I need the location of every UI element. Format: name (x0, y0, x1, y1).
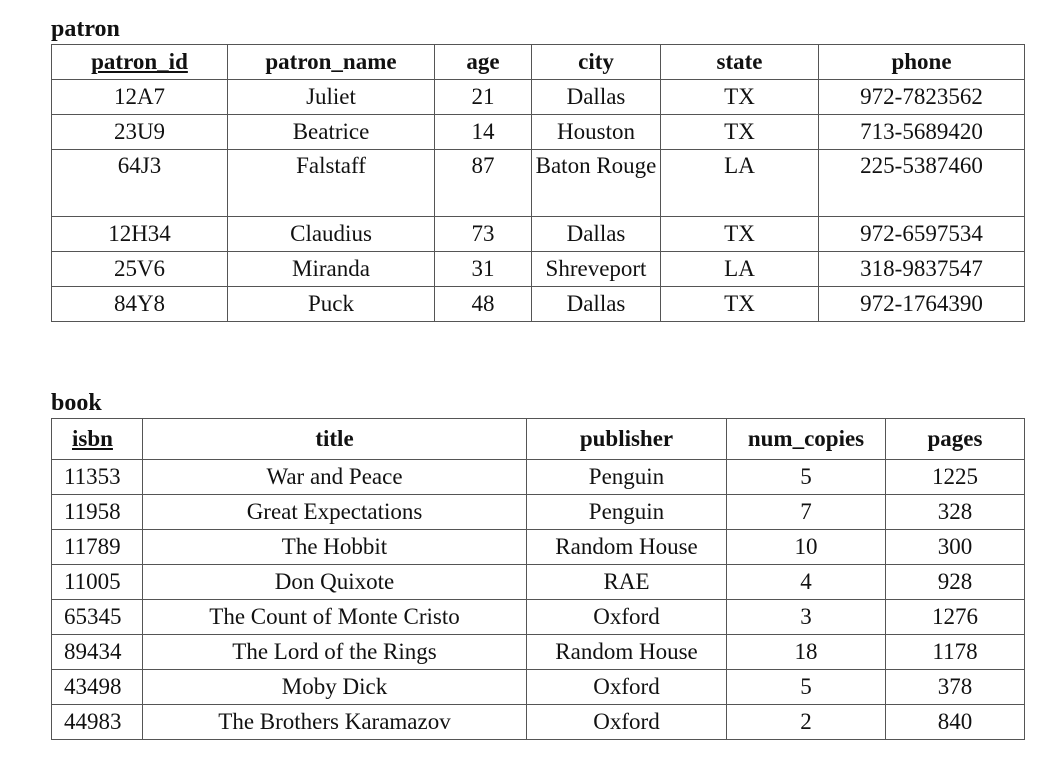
cell-num-copies: 7 (727, 495, 886, 530)
column-header-state: state (661, 45, 819, 80)
cell-title: The Brothers Karamazov (143, 705, 527, 740)
column-header-phone: phone (819, 45, 1025, 80)
cell-phone: 713-5689420 (819, 115, 1025, 150)
cell-pages: 928 (886, 565, 1025, 600)
cell-num-copies: 3 (727, 600, 886, 635)
cell-publisher: Penguin (527, 495, 727, 530)
cell-isbn: 89434 (52, 635, 143, 670)
table-row (52, 287, 1025, 322)
cell-pages: 1276 (886, 600, 1025, 635)
cell-isbn: 43498 (52, 670, 143, 705)
cell-pages: 378 (886, 670, 1025, 705)
cell-num-copies: 5 (727, 670, 886, 705)
cell-state: TX (661, 217, 819, 252)
cell-num-copies: 2 (727, 705, 886, 740)
cell-patron-id: 25V6 (52, 252, 228, 287)
patron-header-row (52, 45, 1025, 80)
cell-num-copies: 5 (727, 460, 886, 495)
cell-age: 48 (435, 287, 532, 322)
book-table (51, 418, 1025, 740)
cell-city: Houston (532, 115, 661, 150)
cell-age: 21 (435, 80, 532, 115)
cell-state: TX (661, 287, 819, 322)
cell-state: LA (661, 150, 819, 217)
cell-publisher: Oxford (527, 670, 727, 705)
cell-city: Dallas (532, 80, 661, 115)
column-header-title: title (143, 419, 527, 460)
cell-title: Great Expectations (143, 495, 527, 530)
cell-title: The Count of Monte Cristo (143, 600, 527, 635)
cell-patron-name: Miranda (228, 252, 435, 287)
column-header-num-copies: num_copies (727, 419, 886, 460)
cell-age: 14 (435, 115, 532, 150)
cell-publisher: RAE (527, 565, 727, 600)
cell-isbn: 11958 (52, 495, 143, 530)
cell-patron-name: Claudius (228, 217, 435, 252)
cell-patron-name: Beatrice (228, 115, 435, 150)
column-header-isbn: isbn (52, 419, 143, 460)
cell-city: Dallas (532, 287, 661, 322)
cell-num-copies: 10 (727, 530, 886, 565)
column-header-patron-name: patron_name (228, 45, 435, 80)
cell-phone: 225-5387460 (819, 150, 1025, 217)
column-header-city: city (532, 45, 661, 80)
cell-isbn: 11789 (52, 530, 143, 565)
cell-patron-name: Juliet (228, 80, 435, 115)
patron-table (51, 44, 1025, 322)
column-header-publisher: publisher (527, 419, 727, 460)
table-row (52, 705, 1025, 740)
cell-publisher: Penguin (527, 460, 727, 495)
cell-isbn: 65345 (52, 600, 143, 635)
cell-city: Dallas (532, 217, 661, 252)
cell-pages: 1178 (886, 635, 1025, 670)
cell-publisher: Random House (527, 635, 727, 670)
cell-num-copies: 18 (727, 635, 886, 670)
table-row (52, 460, 1025, 495)
table-row (52, 217, 1025, 252)
cell-pages: 328 (886, 495, 1025, 530)
column-header-patron-id: patron_id (52, 45, 228, 80)
cell-phone: 972-7823562 (819, 80, 1025, 115)
cell-publisher: Oxford (527, 600, 727, 635)
table-row (52, 495, 1025, 530)
table-row (52, 150, 1025, 217)
cell-age: 73 (435, 217, 532, 252)
cell-title: The Hobbit (143, 530, 527, 565)
cell-city: Shreveport (532, 252, 661, 287)
cell-state: TX (661, 115, 819, 150)
table-row (52, 635, 1025, 670)
cell-title: The Lord of the Rings (143, 635, 527, 670)
cell-title: Don Quixote (143, 565, 527, 600)
cell-isbn: 11005 (52, 565, 143, 600)
column-header-age: age (435, 45, 532, 80)
cell-patron-name: Puck (228, 287, 435, 322)
table-row (52, 670, 1025, 705)
cell-publisher: Random House (527, 530, 727, 565)
cell-age: 87 (435, 150, 532, 217)
cell-phone: 972-1764390 (819, 287, 1025, 322)
cell-isbn: 11353 (52, 460, 143, 495)
cell-age: 31 (435, 252, 532, 287)
table-row (52, 530, 1025, 565)
cell-patron-id: 23U9 (52, 115, 228, 150)
table-row (52, 115, 1025, 150)
cell-title: Moby Dick (143, 670, 527, 705)
cell-phone: 318-9837547 (819, 252, 1025, 287)
cell-patron-id: 12A7 (52, 80, 228, 115)
cell-phone: 972-6597534 (819, 217, 1025, 252)
cell-title: War and Peace (143, 460, 527, 495)
cell-patron-id: 64J3 (52, 150, 228, 217)
cell-state: LA (661, 252, 819, 287)
cell-state: TX (661, 80, 819, 115)
cell-pages: 1225 (886, 460, 1025, 495)
cell-city: Baton Rouge (532, 150, 661, 217)
cell-patron-name: Falstaff (228, 150, 435, 217)
cell-pages: 840 (886, 705, 1025, 740)
cell-num-copies: 4 (727, 565, 886, 600)
table-row (52, 600, 1025, 635)
column-header-pages: pages (886, 419, 1025, 460)
book-table-title: book (51, 390, 102, 416)
cell-isbn: 44983 (52, 705, 143, 740)
cell-publisher: Oxford (527, 705, 727, 740)
cell-pages: 300 (886, 530, 1025, 565)
cell-patron-id: 12H34 (52, 217, 228, 252)
table-row (52, 252, 1025, 287)
table-row (52, 80, 1025, 115)
book-header-row (52, 419, 1025, 460)
cell-patron-id: 84Y8 (52, 287, 228, 322)
table-row (52, 565, 1025, 600)
patron-table-title: patron (51, 16, 120, 42)
